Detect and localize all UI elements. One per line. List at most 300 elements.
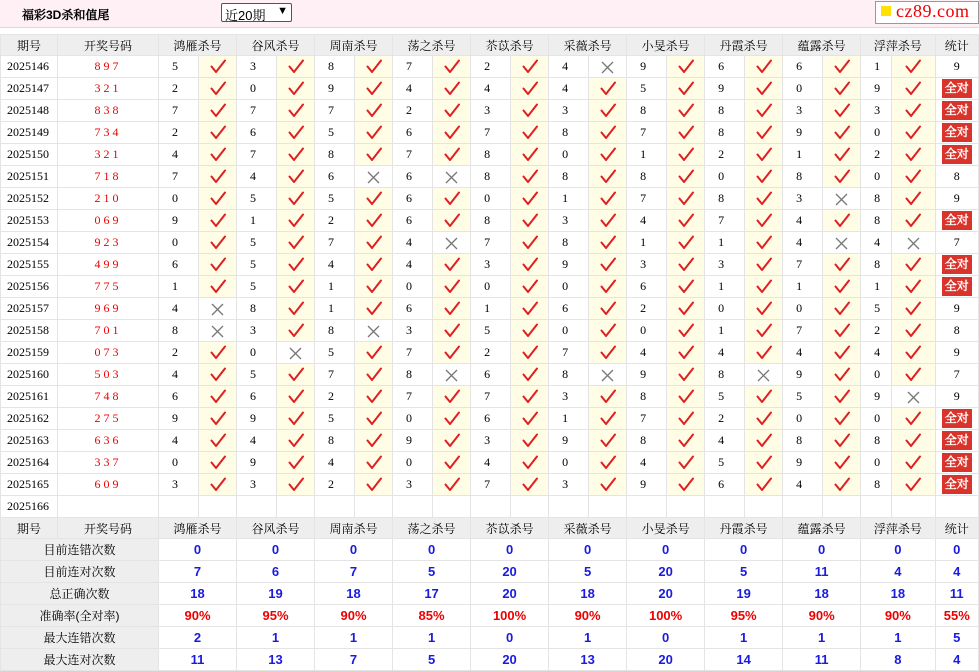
check-icon (834, 213, 850, 228)
kill-number: 9 (627, 364, 667, 386)
kill-number: 2 (393, 100, 433, 122)
result-mark (277, 144, 315, 166)
result-mark (511, 298, 549, 320)
result-mark (667, 452, 705, 474)
result-mark (892, 276, 935, 298)
result-mark (433, 254, 471, 276)
check-icon (288, 367, 304, 382)
check-icon (522, 389, 538, 404)
kill-number: 2 (861, 320, 892, 342)
kill-number: 8 (783, 166, 823, 188)
check-icon (522, 323, 538, 338)
check-icon (756, 455, 772, 470)
result-mark (277, 452, 315, 474)
stats-value: 14 (705, 649, 783, 671)
kill-number: 3 (237, 56, 277, 78)
kill-number: 1 (549, 408, 589, 430)
stats-value: 13 (237, 649, 315, 671)
stats-row (1, 583, 979, 605)
check-icon (834, 433, 850, 448)
stats-value: 8 (861, 649, 935, 671)
result-mark (589, 144, 627, 166)
kill-number: 6 (783, 56, 823, 78)
result-mark (892, 100, 935, 122)
kill-number: 6 (627, 276, 667, 298)
stats-value: 0 (159, 539, 237, 561)
stat-cell (935, 254, 978, 276)
kill-number: 2 (471, 342, 511, 364)
check-icon (210, 103, 226, 118)
result-mark (511, 364, 549, 386)
kill-number: 4 (549, 56, 589, 78)
result-mark (511, 254, 549, 276)
check-icon (366, 367, 382, 382)
stats-value: 100% (627, 605, 705, 627)
result-mark (355, 56, 393, 78)
kill-number: 4 (315, 452, 355, 474)
table-row (1, 342, 979, 364)
check-icon (210, 411, 226, 426)
all-correct-badge: 全对 (942, 277, 972, 296)
result-mark (589, 276, 627, 298)
check-icon (522, 367, 538, 382)
check-icon (210, 389, 226, 404)
result-mark (433, 100, 471, 122)
column-header: 谷风杀号 (237, 35, 315, 56)
result-mark (589, 254, 627, 276)
result-mark (511, 430, 549, 452)
kill-number: 4 (783, 474, 823, 496)
kill-number: 9 (237, 408, 277, 430)
check-icon (756, 81, 772, 96)
kill-number: 3 (159, 474, 199, 496)
kill-number: 4 (471, 78, 511, 100)
check-icon (600, 323, 616, 338)
stats-value: 11 (783, 561, 861, 583)
result-mark (667, 298, 705, 320)
check-icon (522, 103, 538, 118)
kill-number: 7 (627, 408, 667, 430)
result-mark (589, 210, 627, 232)
result-mark (511, 276, 549, 298)
stat-cell: 9 (935, 56, 978, 78)
result-mark (199, 276, 237, 298)
issue-number: 2025165 (1, 474, 58, 496)
kill-number: 0 (393, 276, 433, 298)
stat-cell (935, 122, 978, 144)
stats-row (1, 649, 979, 671)
check-icon (522, 191, 538, 206)
result-mark (745, 298, 783, 320)
check-icon (288, 323, 304, 338)
check-icon (444, 81, 460, 96)
period-select[interactable] (221, 3, 292, 22)
stats-value: 1 (783, 627, 861, 649)
kill-number: 8 (315, 430, 355, 452)
stats-value: 0 (783, 539, 861, 561)
kill-number: 0 (393, 452, 433, 474)
table-row (1, 232, 979, 254)
result-mark (433, 78, 471, 100)
check-icon (444, 213, 460, 228)
stat-cell (935, 430, 978, 452)
check-icon (678, 169, 694, 184)
check-icon (288, 125, 304, 140)
check-icon (834, 301, 850, 316)
issue-number: 2025166 (1, 496, 58, 518)
check-icon (288, 477, 304, 492)
stats-value: 6 (237, 561, 315, 583)
result-mark (511, 100, 549, 122)
kill-number: 3 (471, 100, 511, 122)
site-logo[interactable] (875, 1, 979, 24)
stats-value: 18 (159, 583, 237, 605)
result-mark (667, 320, 705, 342)
current-kill-number: 1 (159, 496, 199, 518)
kill-number: 7 (783, 320, 823, 342)
cross-icon (445, 369, 458, 382)
kill-number: 8 (861, 430, 892, 452)
kill-number: 1 (861, 276, 892, 298)
empty-cell (511, 496, 549, 518)
check-icon (756, 59, 772, 74)
check-icon (756, 323, 772, 338)
kill-number: 8 (159, 320, 199, 342)
result-mark (511, 210, 549, 232)
column-header: 鸿雁杀号 (159, 518, 237, 539)
check-icon (366, 103, 382, 118)
kill-number: 8 (237, 298, 277, 320)
column-header: 小旻杀号 (627, 35, 705, 56)
check-icon (834, 279, 850, 294)
current-kill-number: 5 (783, 496, 823, 518)
result-mark (892, 232, 935, 254)
result-mark (745, 78, 783, 100)
all-correct-badge: 全对 (942, 255, 972, 274)
result-mark (745, 386, 783, 408)
table-row (1, 78, 979, 100)
kill-number: 5 (705, 386, 745, 408)
kill-number: 8 (315, 56, 355, 78)
issue-number: 2025147 (1, 78, 58, 100)
issue-number: 2025153 (1, 210, 58, 232)
empty-cell (589, 496, 627, 518)
result-mark (892, 430, 935, 452)
result-mark (892, 78, 935, 100)
winning-number: 321 (58, 78, 159, 100)
chevron-down-icon: ▼ (277, 5, 288, 17)
kill-number: 2 (315, 386, 355, 408)
result-mark (199, 474, 237, 496)
result-mark (667, 188, 705, 210)
result-mark (823, 188, 861, 210)
kill-number: 9 (861, 78, 892, 100)
result-mark (892, 56, 935, 78)
kill-number: 8 (315, 320, 355, 342)
check-icon (600, 147, 616, 162)
current-kill-number: 4 (237, 496, 277, 518)
stats-value: 11 (935, 583, 978, 605)
kill-number: 3 (549, 100, 589, 122)
winning-number: 734 (58, 122, 159, 144)
stats-value: 90% (549, 605, 627, 627)
kill-number: 3 (393, 474, 433, 496)
result-mark (277, 188, 315, 210)
kill-number: 7 (315, 100, 355, 122)
kill-number: 0 (471, 276, 511, 298)
result-mark (277, 210, 315, 232)
column-header: 开奖号码 (58, 35, 159, 56)
stats-value: 0 (471, 539, 549, 561)
result-mark (433, 452, 471, 474)
check-icon (210, 213, 226, 228)
kill-number: 0 (705, 166, 745, 188)
result-mark (823, 408, 861, 430)
kill-number: 6 (159, 386, 199, 408)
kill-number: 4 (159, 144, 199, 166)
check-icon (678, 433, 694, 448)
check-icon (678, 235, 694, 250)
check-icon (210, 345, 226, 360)
kill-number: 9 (705, 78, 745, 100)
result-mark (511, 408, 549, 430)
result-mark (433, 56, 471, 78)
check-icon (288, 455, 304, 470)
check-icon (905, 59, 921, 74)
result-mark (511, 78, 549, 100)
result-mark (511, 232, 549, 254)
result-mark (892, 254, 935, 276)
result-mark (589, 188, 627, 210)
check-icon (522, 279, 538, 294)
column-header: 开奖号码 (58, 518, 159, 539)
kill-number: 8 (705, 122, 745, 144)
check-icon (444, 147, 460, 162)
check-icon (210, 455, 226, 470)
check-icon (756, 411, 772, 426)
winning-number: 073 (58, 342, 159, 364)
kill-number: 2 (471, 56, 511, 78)
check-icon (522, 59, 538, 74)
stats-row (1, 605, 979, 627)
result-mark (823, 100, 861, 122)
empty-cell (433, 496, 471, 518)
issue-number: 2025154 (1, 232, 58, 254)
result-mark (355, 474, 393, 496)
result-mark (433, 342, 471, 364)
kill-number: 7 (471, 474, 511, 496)
check-icon (366, 389, 382, 404)
kill-number: 4 (471, 452, 511, 474)
winning-number: 718 (58, 166, 159, 188)
kill-number: 0 (861, 166, 892, 188)
stats-value: 0 (861, 539, 935, 561)
winning-number: 897 (58, 56, 159, 78)
result-mark (511, 452, 549, 474)
column-header: 期号 (1, 518, 58, 539)
stats-value: 13 (549, 649, 627, 671)
kill-number: 8 (861, 474, 892, 496)
current-kill-number: 6 (471, 496, 511, 518)
result-mark (277, 430, 315, 452)
stats-value: 0 (315, 539, 393, 561)
stat-cell (935, 144, 978, 166)
stats-value: 90% (315, 605, 393, 627)
result-mark (355, 210, 393, 232)
stats-value: 19 (237, 583, 315, 605)
check-icon (678, 125, 694, 140)
issue-number: 2025148 (1, 100, 58, 122)
check-icon (288, 257, 304, 272)
check-icon (522, 477, 538, 492)
current-kill-number: 2 (705, 496, 745, 518)
kill-number: 7 (159, 100, 199, 122)
check-icon (366, 191, 382, 206)
check-icon (522, 147, 538, 162)
result-mark (667, 342, 705, 364)
winning-number: 503 (58, 364, 159, 386)
kill-number: 4 (861, 342, 892, 364)
kill-number: 4 (393, 254, 433, 276)
check-icon (522, 345, 538, 360)
result-mark (433, 298, 471, 320)
kill-number: 3 (861, 100, 892, 122)
kill-number: 2 (627, 298, 667, 320)
kill-number: 6 (549, 298, 589, 320)
check-icon (210, 59, 226, 74)
stats-value: 100% (471, 605, 549, 627)
issue-number: 2025164 (1, 452, 58, 474)
result-mark (199, 386, 237, 408)
result-mark (745, 320, 783, 342)
result-mark (199, 232, 237, 254)
kill-number: 1 (783, 144, 823, 166)
kill-number: 0 (861, 364, 892, 386)
table-row (1, 210, 979, 232)
result-mark (433, 408, 471, 430)
result-mark (433, 188, 471, 210)
current-kill-number: 6 (861, 496, 892, 518)
check-icon (834, 477, 850, 492)
check-icon (444, 345, 460, 360)
check-icon (756, 433, 772, 448)
winning-number: 499 (58, 254, 159, 276)
stat-cell: 9 (935, 188, 978, 210)
stats-value: 4 (935, 561, 978, 583)
kill-number: 3 (627, 254, 667, 276)
result-mark (511, 166, 549, 188)
check-icon (366, 213, 382, 228)
check-icon (678, 367, 694, 382)
kill-number: 4 (783, 210, 823, 232)
kill-number: 0 (549, 144, 589, 166)
current-kill-number: 1 (627, 496, 667, 518)
kill-number: 4 (393, 232, 433, 254)
kill-number: 6 (393, 298, 433, 320)
result-mark (511, 144, 549, 166)
result-mark (355, 166, 393, 188)
kill-number: 7 (783, 254, 823, 276)
check-icon (905, 323, 921, 338)
result-mark (823, 78, 861, 100)
kill-number: 0 (159, 452, 199, 474)
result-mark (589, 232, 627, 254)
winning-number: 275 (58, 408, 159, 430)
kill-number: 0 (237, 342, 277, 364)
result-mark (277, 56, 315, 78)
kill-number: 7 (315, 364, 355, 386)
result-mark (823, 342, 861, 364)
kill-number: 5 (783, 386, 823, 408)
check-icon (444, 279, 460, 294)
kill-number: 7 (237, 100, 277, 122)
cross-icon (445, 237, 458, 250)
result-mark (199, 188, 237, 210)
result-mark (667, 474, 705, 496)
stat-cell (935, 210, 978, 232)
winning-number: 321 (58, 144, 159, 166)
check-icon (600, 455, 616, 470)
kill-number: 6 (237, 122, 277, 144)
check-icon (756, 169, 772, 184)
stats-value: 20 (471, 561, 549, 583)
result-mark (667, 100, 705, 122)
result-mark (511, 122, 549, 144)
kill-number: 5 (315, 342, 355, 364)
kill-number: 7 (705, 210, 745, 232)
page-title: 福彩3D杀和值尾 (22, 8, 110, 22)
result-mark (355, 254, 393, 276)
stats-value: 7 (159, 561, 237, 583)
result-mark (511, 56, 549, 78)
cross-icon (601, 369, 614, 382)
check-icon (756, 147, 772, 162)
cross-icon (907, 237, 920, 250)
check-icon (678, 279, 694, 294)
all-correct-badge: 全对 (942, 409, 972, 428)
result-mark (355, 408, 393, 430)
check-icon (905, 125, 921, 140)
kill-number: 2 (159, 342, 199, 364)
stat-cell (935, 100, 978, 122)
result-mark (589, 166, 627, 188)
table-row (1, 364, 979, 386)
result-mark (667, 122, 705, 144)
cross-icon (757, 369, 770, 382)
kill-number: 6 (471, 408, 511, 430)
result-mark (745, 342, 783, 364)
result-mark (355, 320, 393, 342)
kill-number: 1 (627, 144, 667, 166)
result-mark (199, 430, 237, 452)
kill-number: 5 (315, 188, 355, 210)
kill-number: 7 (471, 386, 511, 408)
check-icon (905, 257, 921, 272)
result-mark (745, 232, 783, 254)
kill-number: 8 (627, 386, 667, 408)
kill-number: 9 (783, 452, 823, 474)
stats-value: 18 (315, 583, 393, 605)
check-icon (756, 345, 772, 360)
check-icon (366, 279, 382, 294)
result-mark (355, 276, 393, 298)
result-mark (511, 188, 549, 210)
check-icon (366, 59, 382, 74)
kill-number: 7 (471, 232, 511, 254)
check-icon (210, 367, 226, 382)
top-bar (0, 0, 979, 28)
result-mark (667, 56, 705, 78)
